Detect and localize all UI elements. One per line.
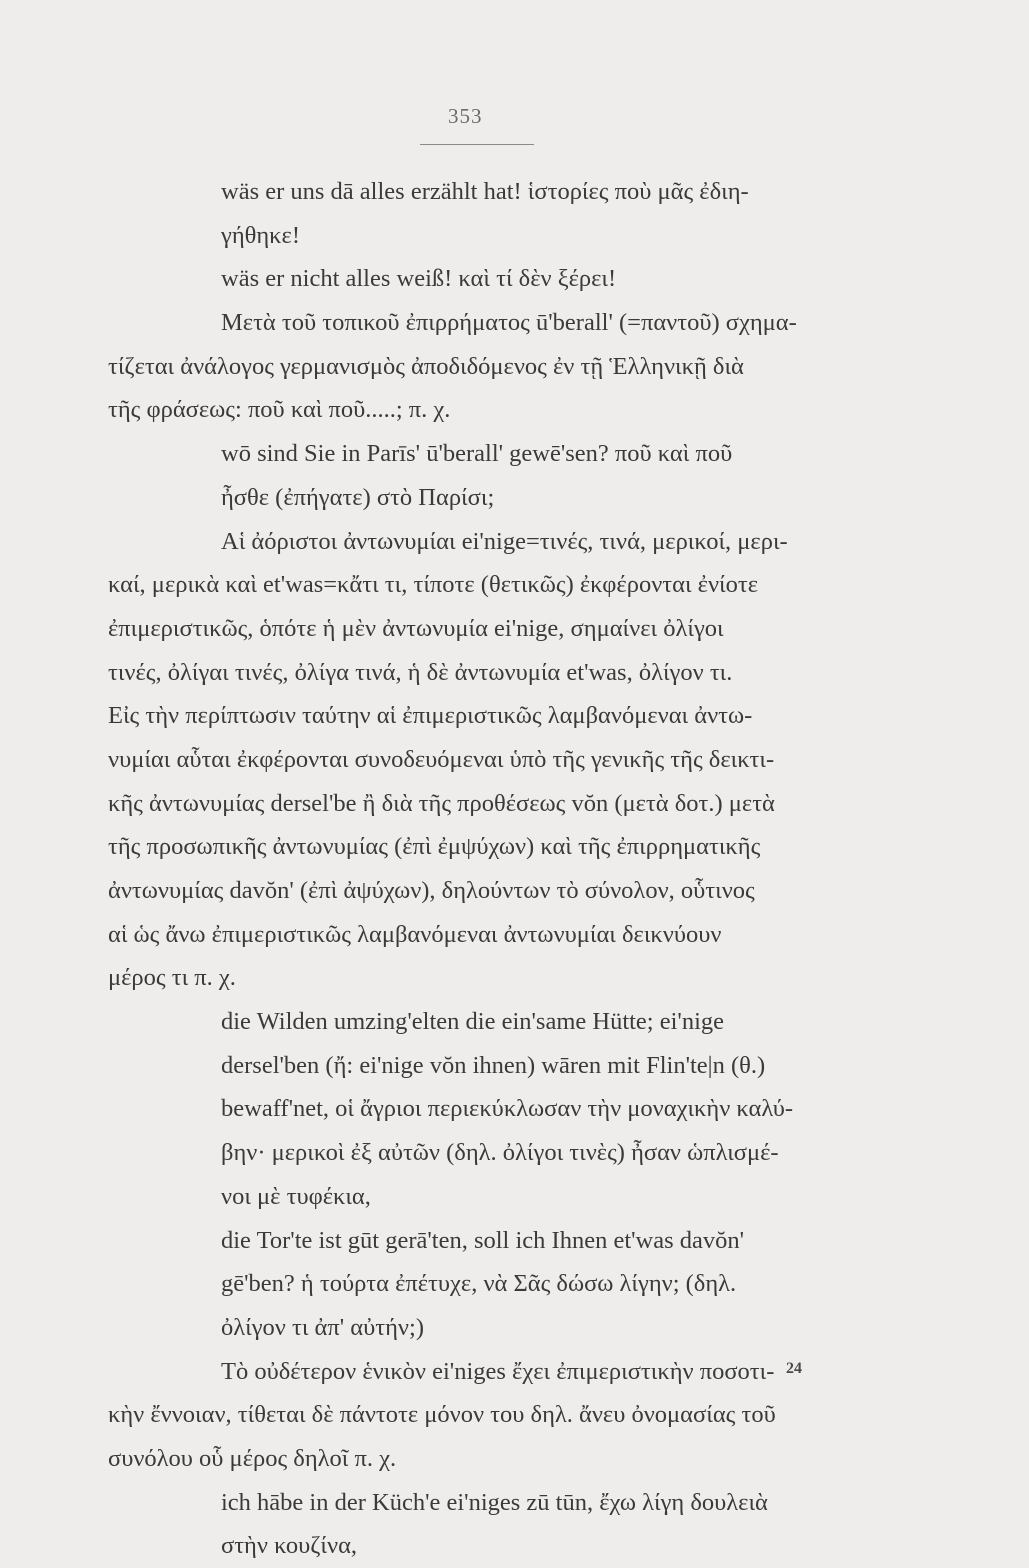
text-line: αἱ ὡς ἄνω ἐπιμεριστικῶς λαμβανόμεναι ἀντωνυμίαι δεικνύουν (108, 920, 722, 948)
text-line: κὴν ἔννοιαν, τίθεται δὲ πάντοτε μόνον του δηλ. ἄνευ ὀνομασίας τοῦ (108, 1401, 776, 1429)
signature-mark: 24 (786, 1360, 802, 1377)
text-line: ὀλίγον τι ἀπ' αὐτήν;) (221, 1313, 424, 1341)
text-line: νοι μὲ τυφέκια, (221, 1182, 371, 1210)
text-line: die Tor'te ist gūt gerā'ten, soll ich Ihnen et'was davŏn' (221, 1226, 745, 1254)
text-line: τῆς φράσεως: ποῦ καὶ ποῦ.....; π. χ. (108, 396, 451, 424)
text-line: gē'ben? ἡ τούρτα ἐπέτυχε, νὰ Σᾶς δώσω λίγην; (δηλ. (221, 1270, 737, 1298)
text-line: γήθηκε! (221, 221, 300, 249)
header-rule (420, 144, 534, 145)
page-number: 353 (448, 104, 483, 128)
text-line: Μετὰ τοῦ τοπικοῦ ἐπιρρήματος ū'berall' (=παντοῦ) σχημα- (221, 309, 797, 337)
text-line: ἀντωνυμίας davŏn' (ἐπὶ ἀψύχων), δηλούντων τὸ σύνολον, οὗτινος (108, 877, 755, 904)
text-line: ἐπιμεριστικῶς, ὁπότε ἡ μὲν ἀντωνυμία ei'nige, σημαίνει ὀλίγοι (108, 614, 724, 642)
text-line: die Wilden umzing'elten die ein'same Hütte; ei'nige (221, 1008, 725, 1036)
text-line: wō sind Sie in Parīs' ū'berall' gewē'sen? ποῦ καὶ ποῦ (221, 440, 733, 468)
text-line: καί, μερικὰ καὶ et'was=κἄτι τι, τίποτε (θετικῶς) ἐκφέρονται ἐνίοτε (108, 571, 759, 599)
text-line: bewaff'net, οἱ ἄγριοι περιεκύκλωσαν τὴν μοναχικὴν καλύ- (221, 1095, 794, 1123)
text-line: Τὸ οὐδέτερον ἑνικὸν ei'niges ἔχει ἐπιμεριστικὴν ποσοτι- (221, 1357, 775, 1385)
text-line: νυμίαι αὗται ἐκφέρονται συνοδευόμεναι ὑπὸ τῆς γενικῆς τῆς δεικτι- (108, 745, 775, 773)
body-text (108, 170, 868, 1568)
text-line: ich hābe in der Küch'e ei'niges zū tūn, ἔχω λίγη δουλειὰ (221, 1488, 768, 1516)
text-line: Εἰς τὴν περίπτωσιν ταύτην αἱ ἐπιμεριστικῶς λαμβανόμεναι ἀντω- (108, 702, 753, 730)
text-line: συνόλου οὗ μέρος δηλοῖ π. χ. (108, 1444, 397, 1472)
text-line: wäs er nicht alles weiß! καὶ τί δὲν ξέρει! (221, 265, 617, 293)
text-line: wäs er uns dā alles erzählt hat! ἱστορίες ποὺ μᾶς ἐδιη- (221, 178, 749, 205)
text-line: dersel'ben (ἤ: ei'nige vŏn ihnen) wāren mit Flin'te|n (θ.) (221, 1051, 766, 1079)
text-line: Αἱ ἀόριστοι ἀντωνυμίαι ei'nige=τινές, τινά, μερικοί, μερι- (221, 527, 788, 555)
text-line: βην· μερικοὶ ἐξ αὐτῶν (δηλ. ὀλίγοι τινὲς) ἦσαν ὡπλισμέ- (221, 1139, 779, 1167)
text-line: τῆς προσωπικῆς ἀντωνυμίας (ἐπὶ ἐμψύχων) καὶ τῆς ἐπιρρηματικῆς (108, 833, 761, 861)
text-line: στὴν κουζίνα, (221, 1532, 358, 1560)
text-line: ἦσθε (ἐπήγατε) στὸ Παρίσι; (221, 483, 495, 511)
text-line: τίζεται ἀνάλογος γερμανισμὸς ἀποδιδόμενος ἐν τῇ Ἑλληνικῇ διὰ (108, 352, 744, 380)
text-line: μέρος τι π. χ. (108, 964, 236, 992)
text-line: τινές, ὀλίγαι τινές, ὀλίγα τινά, ἡ δὲ ἀντωνυμία et'was, ὀλίγον τι. (108, 658, 733, 686)
text-line: κῆς ἀντωνυμίας dersel'be ἢ διὰ τῆς προθέσεως vŏn (μετὰ δοτ.) μετὰ (108, 789, 775, 817)
